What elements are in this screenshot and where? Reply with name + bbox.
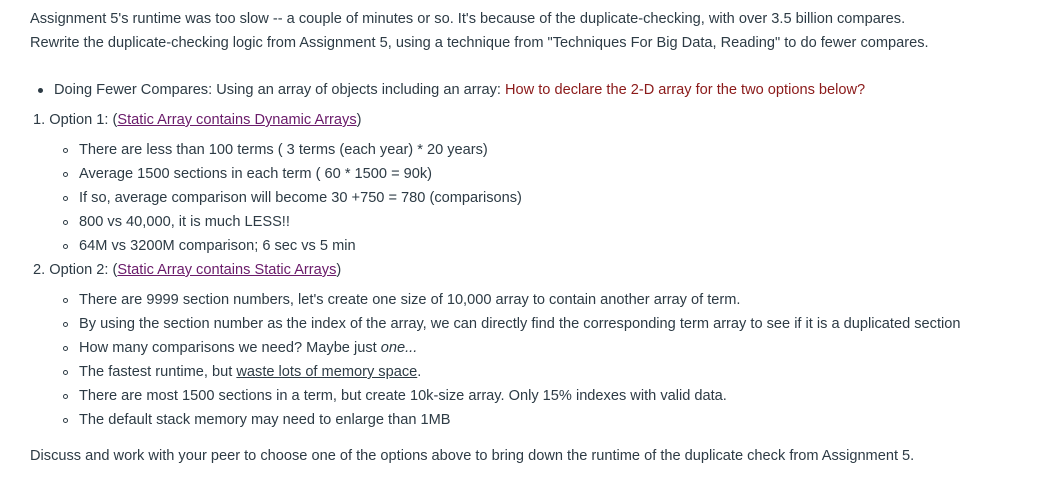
hollow-bullet-icon: [63, 394, 68, 399]
option-1-prefix: 1. Option 1: (: [33, 112, 118, 128]
heading-line: [54, 80, 865, 100]
option-1-link[interactable]: Static Array contains Dynamic Arrays: [117, 112, 357, 128]
option-1-item: If so, average comparison will become 30 +750 = 780 (comparisons): [79, 190, 522, 206]
option-1-item: Average 1500 sections in each term ( 60 * 1500 = 90k): [79, 166, 433, 182]
option-2-item: The default stack memory may need to enlarge than 1MB: [79, 412, 451, 428]
hollow-bullet-icon: [63, 418, 68, 423]
option-2-item: By using the section number as the index of the array, we can directly find the corresponding term array to see if it is a duplicated section: [79, 316, 961, 332]
intro-line-1: Assignment 5's runtime was too slow -- a couple of minutes or so. It's because of the duplicate-checking, with over 3.5 billion compares.: [30, 11, 906, 27]
option-1-item: 800 vs 40,000, it is much LESS!!: [79, 214, 290, 230]
option-2-item-3-text: How many comparisons we need? Maybe just: [79, 340, 381, 356]
heading-question: How to declare the 2-D array for the two options below?: [505, 82, 866, 98]
hollow-bullet-icon: [63, 298, 68, 303]
option-1-suffix: ): [356, 112, 362, 128]
hollow-bullet-icon: [63, 346, 68, 351]
hollow-bullet-icon: [63, 322, 68, 327]
option-2-item: There are most 1500 sections in a term, but create 10k-size array. Only 15% indexes with valid data.: [79, 388, 727, 404]
option-2-item: [79, 338, 417, 358]
hollow-bullet-icon: [63, 172, 68, 177]
closing-paragraph: Discuss and work with your peer to choose one of the options above to bring down the runtime of the duplicate check from Assignment 5.: [30, 448, 915, 464]
intro-line-2: Rewrite the duplicate-checking logic from Assignment 5, using a technique from "Techniques For Big Data, Reading" to do fewer compares.: [30, 35, 929, 51]
option-1-item: There are less than 100 terms ( 3 terms (each year) * 20 years): [79, 142, 488, 158]
option-2-item-4-underlined: waste lots of memory space: [236, 364, 418, 380]
option-2-item-3-emphasis: one...: [380, 340, 418, 356]
option-2-heading: [33, 260, 341, 280]
hollow-bullet-icon: [63, 196, 68, 201]
hollow-bullet-icon: [63, 148, 68, 153]
hollow-bullet-icon: [63, 244, 68, 249]
heading-text: Doing Fewer Compares: Using an array of objects including an array:: [54, 82, 505, 98]
option-1-item: 64M vs 3200M comparison; 6 sec vs 5 min: [79, 238, 356, 254]
option-2-item-4-end: .: [417, 364, 422, 380]
bullet-icon: [38, 88, 43, 93]
option-2-prefix: 2. Option 2: (: [33, 262, 118, 278]
option-2-suffix: ): [336, 262, 342, 278]
option-2-item: [79, 362, 421, 382]
option-2-link[interactable]: Static Array contains Static Arrays: [117, 262, 337, 278]
hollow-bullet-icon: [63, 370, 68, 375]
option-2-item: There are 9999 section numbers, let's create one size of 10,000 array to contain another array of term.: [79, 292, 741, 308]
option-1-heading: [33, 110, 362, 130]
hollow-bullet-icon: [63, 220, 68, 225]
option-2-item-4-text: The fastest runtime, but: [79, 364, 237, 380]
